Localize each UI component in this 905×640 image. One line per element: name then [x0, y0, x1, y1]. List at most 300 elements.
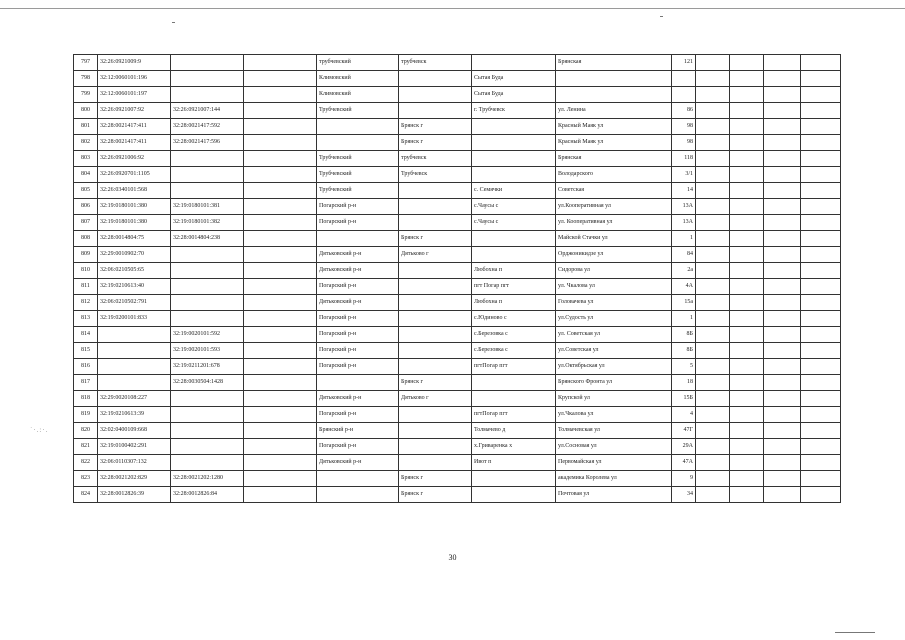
city: Брянск г: [399, 231, 472, 247]
empty-cell: [801, 311, 841, 327]
locality: с.Чаусы с: [472, 199, 556, 215]
table-row: [74, 471, 841, 487]
empty-cell: [764, 167, 801, 183]
empty-cell: [801, 375, 841, 391]
empty-cell: [730, 439, 764, 455]
street: ул.Судость ул: [556, 311, 672, 327]
empty-cell: [244, 167, 317, 183]
empty-cell: [244, 87, 317, 103]
empty-cell: [244, 327, 317, 343]
cadastral-number: [98, 343, 171, 359]
empty-cell: [801, 183, 841, 199]
table-row: [74, 247, 841, 263]
city: Брянск г: [399, 471, 472, 487]
district: Трубчевский: [317, 167, 399, 183]
empty-cell: [696, 247, 730, 263]
city: [399, 199, 472, 215]
cadastral-number: 32:12:0060101:196: [98, 71, 171, 87]
empty-cell: [730, 295, 764, 311]
cadastral-number: 32:19:0100402:291: [98, 439, 171, 455]
empty-cell: [730, 263, 764, 279]
locality: с. Семячки: [472, 183, 556, 199]
district: Трубчевский: [317, 103, 399, 119]
empty-cell: [764, 215, 801, 231]
district: Трубчевский: [317, 183, 399, 199]
cadastral-number: 32:12:0060101:197: [98, 87, 171, 103]
district: Погарский р-н: [317, 199, 399, 215]
street: Толмачевская ул: [556, 423, 672, 439]
empty-cell: [801, 215, 841, 231]
empty-cell: [730, 247, 764, 263]
empty-cell: [244, 263, 317, 279]
house-number: [672, 71, 696, 87]
city: [399, 71, 472, 87]
house-number: 47А: [672, 455, 696, 471]
empty-cell: [764, 407, 801, 423]
row-number: 810: [74, 263, 98, 279]
cadastral-number-2: [171, 247, 244, 263]
locality: Сытая Буда: [472, 87, 556, 103]
street: Крупской ул: [556, 391, 672, 407]
empty-cell: [730, 311, 764, 327]
empty-cell: [730, 215, 764, 231]
empty-cell: [730, 167, 764, 183]
house-number: 8Б: [672, 327, 696, 343]
row-number: 817: [74, 375, 98, 391]
row-number: 815: [74, 343, 98, 359]
empty-cell: [696, 103, 730, 119]
district: трубчевский: [317, 55, 399, 71]
district: Погарский р-н: [317, 327, 399, 343]
house-number: 8Б: [672, 343, 696, 359]
cadastral-number: 32:06:0110307:132: [98, 455, 171, 471]
empty-cell: [244, 471, 317, 487]
cadastral-number-2: 32:28:0021417:596: [171, 135, 244, 151]
empty-cell: [801, 103, 841, 119]
empty-cell: [244, 455, 317, 471]
street: ул.Сосновая ул: [556, 439, 672, 455]
empty-cell: [764, 487, 801, 503]
scan-speck: [172, 22, 175, 23]
cadastral-number-2: 32:19:0180101:381: [171, 199, 244, 215]
locality: [472, 471, 556, 487]
empty-cell: [244, 439, 317, 455]
cadastral-number-2: 32:28:0030504:1428: [171, 375, 244, 391]
empty-cell: [801, 359, 841, 375]
empty-cell: [801, 391, 841, 407]
locality: [472, 247, 556, 263]
cadastral-number-2: 32:28:0014804:238: [171, 231, 244, 247]
empty-cell: [696, 295, 730, 311]
empty-cell: [244, 183, 317, 199]
cadastral-number-2: [171, 87, 244, 103]
empty-cell: [801, 487, 841, 503]
house-number: [672, 87, 696, 103]
empty-cell: [730, 199, 764, 215]
table-row: [74, 103, 841, 119]
empty-cell: [696, 455, 730, 471]
empty-cell: [801, 199, 841, 215]
street: [556, 87, 672, 103]
empty-cell: [730, 423, 764, 439]
city: Брянск г: [399, 375, 472, 391]
street: ул. Чкалова ул: [556, 279, 672, 295]
locality: с.Чаусы с: [472, 215, 556, 231]
house-number: 98: [672, 119, 696, 135]
cadastral-number: 32:26:0921007:92: [98, 103, 171, 119]
register-body: [74, 55, 841, 503]
empty-cell: [730, 119, 764, 135]
empty-cell: [764, 55, 801, 71]
empty-cell: [244, 423, 317, 439]
cadastral-number: 32:29:0010902:70: [98, 247, 171, 263]
cadastral-number: 32:28:0021202:829: [98, 471, 171, 487]
district: Дятьковский р-н: [317, 295, 399, 311]
house-number: 121: [672, 55, 696, 71]
property-register-table: [73, 54, 841, 503]
district: [317, 135, 399, 151]
empty-cell: [244, 343, 317, 359]
empty-cell: [801, 263, 841, 279]
empty-cell: [244, 55, 317, 71]
table-row: [74, 87, 841, 103]
empty-cell: [244, 359, 317, 375]
locality: пгт Погар пгт: [472, 279, 556, 295]
empty-cell: [696, 151, 730, 167]
city: трубчевск: [399, 55, 472, 71]
house-number: 13А: [672, 215, 696, 231]
empty-cell: [244, 135, 317, 151]
empty-cell: [801, 135, 841, 151]
row-number: 804: [74, 167, 98, 183]
row-number: 824: [74, 487, 98, 503]
cadastral-number-2: [171, 295, 244, 311]
empty-cell: [696, 343, 730, 359]
table-row: [74, 327, 841, 343]
city: [399, 455, 472, 471]
cadastral-number-2: [171, 167, 244, 183]
cadastral-number: 32:26:0921009:9: [98, 55, 171, 71]
district: Погарский р-н: [317, 311, 399, 327]
empty-cell: [730, 455, 764, 471]
cadastral-number-2: 32:28:0012826:84: [171, 487, 244, 503]
empty-cell: [730, 151, 764, 167]
city: трубчевск: [399, 151, 472, 167]
table-row: [74, 343, 841, 359]
house-number: 15а: [672, 295, 696, 311]
district: Погарский р-н: [317, 343, 399, 359]
street: академика Королева ул: [556, 471, 672, 487]
cadastral-number: 32:19:0180101:380: [98, 199, 171, 215]
house-number: 86: [672, 103, 696, 119]
street: Первомайская ул: [556, 455, 672, 471]
city: [399, 295, 472, 311]
row-number: 800: [74, 103, 98, 119]
locality: Сытая Буда: [472, 71, 556, 87]
cadastral-number-2: 32:28:0021417:592: [171, 119, 244, 135]
locality: [472, 391, 556, 407]
house-number: 34: [672, 487, 696, 503]
empty-cell: [696, 231, 730, 247]
empty-cell: [801, 327, 841, 343]
street: ул.Советская ул: [556, 343, 672, 359]
empty-cell: [801, 407, 841, 423]
cadastral-number: 32:28:0021417:411: [98, 119, 171, 135]
empty-cell: [764, 135, 801, 151]
cadastral-number: 32:19:0180101:380: [98, 215, 171, 231]
cadastral-number: [98, 327, 171, 343]
table-row: [74, 167, 841, 183]
empty-cell: [244, 391, 317, 407]
empty-cell: [801, 343, 841, 359]
city: Трубчевск: [399, 167, 472, 183]
city: Дятьково г: [399, 247, 472, 263]
empty-cell: [764, 327, 801, 343]
district: Трубчевский: [317, 151, 399, 167]
house-number: 4А: [672, 279, 696, 295]
empty-cell: [764, 295, 801, 311]
row-number: 819: [74, 407, 98, 423]
district: Погарский р-н: [317, 215, 399, 231]
empty-cell: [730, 71, 764, 87]
scan-speck: [660, 16, 663, 17]
house-number: 47Г: [672, 423, 696, 439]
table-row: [74, 151, 841, 167]
street: ул.Чкалова ул: [556, 407, 672, 423]
district: Климовский: [317, 71, 399, 87]
cadastral-number: 32:26:0340101:568: [98, 183, 171, 199]
empty-cell: [764, 231, 801, 247]
street: Майской Стачки ул: [556, 231, 672, 247]
cadastral-number-2: [171, 263, 244, 279]
row-number: 801: [74, 119, 98, 135]
table-row: [74, 455, 841, 471]
row-number: 805: [74, 183, 98, 199]
locality: с.Юдиново с: [472, 311, 556, 327]
street: ул. Советская ул: [556, 327, 672, 343]
row-number: 799: [74, 87, 98, 103]
cadastral-number: [98, 375, 171, 391]
empty-cell: [696, 199, 730, 215]
empty-cell: [801, 455, 841, 471]
locality: г. Трубчевск: [472, 103, 556, 119]
empty-cell: [696, 487, 730, 503]
city: [399, 343, 472, 359]
empty-cell: [244, 295, 317, 311]
page-number: 30: [448, 553, 457, 562]
house-number: 18: [672, 375, 696, 391]
cadastral-number-2: 32:19:0211201:678: [171, 359, 244, 375]
cadastral-number-2: 32:19:0180101:382: [171, 215, 244, 231]
empty-cell: [764, 439, 801, 455]
street: Сидорова ул: [556, 263, 672, 279]
empty-cell: [801, 151, 841, 167]
house-number: 1: [672, 311, 696, 327]
cadastral-number: 32:19:0200101:833: [98, 311, 171, 327]
district: Погарский р-н: [317, 279, 399, 295]
row-number: 813: [74, 311, 98, 327]
empty-cell: [244, 231, 317, 247]
table-row: [74, 359, 841, 375]
city: [399, 407, 472, 423]
locality: Толмачево д: [472, 423, 556, 439]
house-number: 13А: [672, 199, 696, 215]
empty-cell: [730, 391, 764, 407]
empty-cell: [764, 183, 801, 199]
district: [317, 231, 399, 247]
empty-cell: [730, 359, 764, 375]
empty-cell: [730, 375, 764, 391]
street: Орджоникидзе ул: [556, 247, 672, 263]
locality: [472, 375, 556, 391]
empty-cell: [764, 391, 801, 407]
city: Дятьково г: [399, 391, 472, 407]
house-number: 98: [672, 135, 696, 151]
row-number: 821: [74, 439, 98, 455]
cadastral-number: 32:06:0210505:65: [98, 263, 171, 279]
empty-cell: [696, 327, 730, 343]
street: ул.Октябрьская ул: [556, 359, 672, 375]
empty-cell: [696, 87, 730, 103]
locality: [472, 231, 556, 247]
row-number: 797: [74, 55, 98, 71]
empty-cell: [696, 391, 730, 407]
city: [399, 263, 472, 279]
cadastral-number-2: [171, 55, 244, 71]
table-row: [74, 407, 841, 423]
district: Погарский р-н: [317, 359, 399, 375]
cadastral-number: 32:19:0210613:39: [98, 407, 171, 423]
empty-cell: [801, 231, 841, 247]
locality: [472, 167, 556, 183]
empty-cell: [764, 87, 801, 103]
house-number: 9: [672, 471, 696, 487]
empty-cell: [696, 375, 730, 391]
city: [399, 439, 472, 455]
row-number: 808: [74, 231, 98, 247]
row-number: 814: [74, 327, 98, 343]
house-number: 84: [672, 247, 696, 263]
empty-cell: [764, 279, 801, 295]
cadastral-number-2: [171, 71, 244, 87]
table-row: [74, 215, 841, 231]
table-row: [74, 55, 841, 71]
city: [399, 423, 472, 439]
city: [399, 359, 472, 375]
empty-cell: [730, 327, 764, 343]
empty-cell: [696, 359, 730, 375]
house-number: 15Б: [672, 391, 696, 407]
district: [317, 375, 399, 391]
cadastral-number: [98, 359, 171, 375]
empty-cell: [764, 199, 801, 215]
empty-cell: [801, 295, 841, 311]
locality: Любохна п: [472, 263, 556, 279]
district: Брянский р-н: [317, 423, 399, 439]
empty-cell: [244, 247, 317, 263]
row-number: 811: [74, 279, 98, 295]
district: Дятьковский р-н: [317, 263, 399, 279]
table-row: [74, 391, 841, 407]
empty-cell: [764, 343, 801, 359]
city: [399, 183, 472, 199]
street: Брянского Фронта ул: [556, 375, 672, 391]
cadastral-number: 32:26:0920701:1105: [98, 167, 171, 183]
city: Брянск г: [399, 119, 472, 135]
empty-cell: [244, 311, 317, 327]
empty-cell: [801, 87, 841, 103]
empty-cell: [730, 343, 764, 359]
empty-cell: [696, 167, 730, 183]
empty-cell: [244, 407, 317, 423]
locality: с.Березовка с: [472, 327, 556, 343]
cadastral-number-2: 32:28:0021202:1280: [171, 471, 244, 487]
street: [556, 71, 672, 87]
row-number: 802: [74, 135, 98, 151]
empty-cell: [764, 375, 801, 391]
empty-cell: [764, 71, 801, 87]
street: ул. Кооперативная ул: [556, 215, 672, 231]
locality: Любохна п: [472, 295, 556, 311]
city: Брянск г: [399, 135, 472, 151]
table-row: [74, 231, 841, 247]
row-number: 807: [74, 215, 98, 231]
street: Брянская: [556, 55, 672, 71]
empty-cell: [696, 183, 730, 199]
empty-cell: [696, 279, 730, 295]
empty-cell: [696, 215, 730, 231]
district: Климовский: [317, 87, 399, 103]
house-number: 4: [672, 407, 696, 423]
house-number: 5: [672, 359, 696, 375]
row-number: 806: [74, 199, 98, 215]
empty-cell: [801, 439, 841, 455]
table-row: [74, 71, 841, 87]
empty-cell: [696, 423, 730, 439]
cadastral-number-2: [171, 279, 244, 295]
street: Брянская: [556, 151, 672, 167]
table-row: [74, 263, 841, 279]
cadastral-number: 32:26:0921006:92: [98, 151, 171, 167]
empty-cell: [801, 279, 841, 295]
cadastral-number: 32:06:0210502:791: [98, 295, 171, 311]
street: ул.Кооперативная ул: [556, 199, 672, 215]
empty-cell: [764, 263, 801, 279]
empty-cell: [696, 55, 730, 71]
empty-cell: [764, 151, 801, 167]
locality: Ивот п: [472, 455, 556, 471]
cadastral-number-2: [171, 439, 244, 455]
table-row: [74, 375, 841, 391]
city: [399, 311, 472, 327]
empty-cell: [244, 375, 317, 391]
cadastral-number: 32:19:0210613:40: [98, 279, 171, 295]
city: Брянск г: [399, 487, 472, 503]
row-number: 823: [74, 471, 98, 487]
empty-cell: [696, 71, 730, 87]
empty-cell: [244, 151, 317, 167]
empty-cell: [764, 247, 801, 263]
row-number: 818: [74, 391, 98, 407]
house-number: 3/1: [672, 167, 696, 183]
empty-cell: [696, 135, 730, 151]
cadastral-number-2: [171, 407, 244, 423]
city: [399, 279, 472, 295]
empty-cell: [696, 407, 730, 423]
street: Красный Маяк ул: [556, 135, 672, 151]
cadastral-number-2: [171, 151, 244, 167]
cadastral-number-2: [171, 423, 244, 439]
